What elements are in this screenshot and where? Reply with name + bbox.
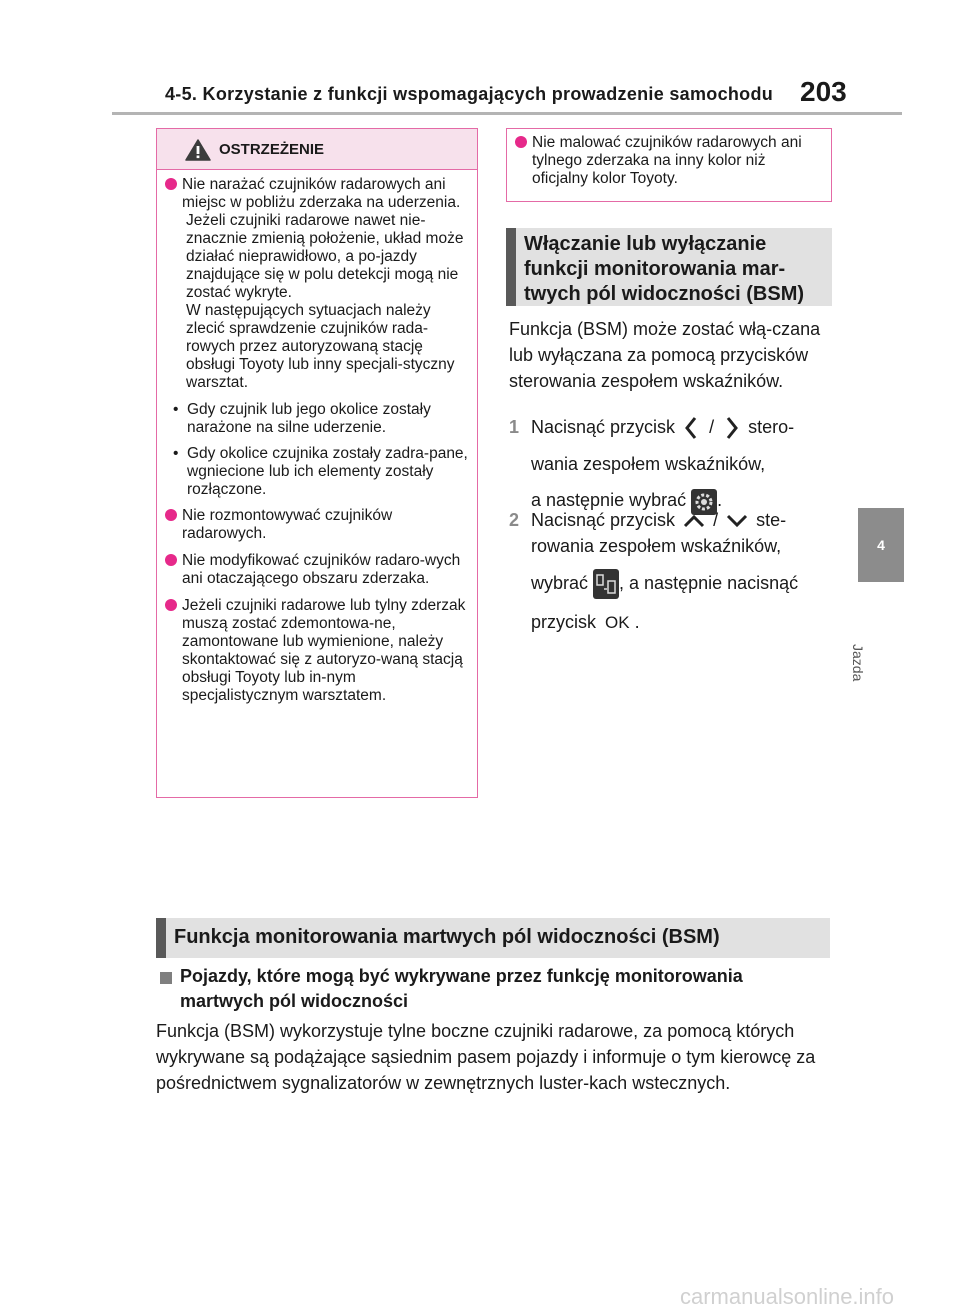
running-header: 4-5. Korzystanie z funkcji wspomagających prowadzenie samochodu (165, 84, 774, 104)
page-number: 203 (800, 76, 847, 107)
bullet-dot-icon (165, 178, 177, 190)
warning-bullet-text: Gdy okolice czujnika zostały zadra-pane, wgniecione lub ich elementy zostały rozłączone. (187, 445, 468, 498)
warning-item-text: Nie narażać czujników radarowych ani miejsc w pobliżu zderzaka na uderzenia. (182, 176, 461, 211)
warning-title: OSTRZEŻENIE (219, 141, 325, 158)
chapter-label-text: Jazda (850, 644, 866, 682)
chevron-left-icon (680, 415, 704, 441)
warning-item-detail: Jeżeli czujniki radarowe nawet nie-znacznie zmienią położenie, układ może działać nieprawidłowo, a po-jazdy znajdujące się w polu detekcji mogą nie zostać wykryte. (186, 212, 464, 301)
chevron-up-icon (680, 511, 708, 531)
square-bullet-icon (160, 972, 172, 984)
bullet-dot-icon (165, 599, 177, 611)
bsm-indicator-icon (593, 569, 619, 599)
step-number: 2 (509, 510, 520, 530)
warning-item-text: Nie modyfikować czujników radaro-wych ani otaczającego obszaru zderzaka. (182, 552, 461, 587)
warning-bullet: • Gdy czujnik lub jego okolice zostały narażone na silne uderzenie. (173, 401, 431, 436)
warning-item (165, 507, 469, 543)
bullet-dot-icon (515, 136, 527, 148)
warning-bullet-text: Gdy czujnik lub jego okolice zostały narażone na silne uderzenie. (187, 401, 431, 436)
subsection-title: Pojazdy, które mogą być wykrywane przez funkcję monitorowania martwych pól widoczności (180, 966, 743, 1011)
warning-item-text: Nie malować czujników radarowych ani tylnego zderzaka na inny kolor niż oficjalny kolor Toyoty. (532, 134, 802, 187)
header-rule (112, 112, 902, 115)
warning-header (157, 129, 477, 170)
warning-item (165, 552, 469, 588)
bullet-dot-icon (165, 509, 177, 521)
warning-item-text: Jeżeli czujniki radarowe lub tylny zderzak muszą zostać zdemontowa-ne, zamontowane lub wymienione, należy skontaktować się z autoryzo-waną stacją obsługi Toyoty lub in-nym specjalistycznym warsztatem. (182, 597, 466, 704)
chevron-right-icon (719, 415, 743, 441)
warning-box (156, 128, 478, 798)
warning-body (157, 170, 477, 705)
bullet-dot-icon (165, 554, 177, 566)
body-paragraph: Funkcja (BSM) wykorzystuje tylne boczne czujniki radarowe, za pomocą których wykrywane są podążające sąsiednim pasem pojazdy i informuje o tym kierowcę za pośrednictwem sygnalizatorów w zewnętrznych luster-kach wstecznych. (156, 1021, 816, 1093)
section-heading: Funkcja monitorowania martwych pól widoczności (BSM) (156, 918, 830, 958)
step-1: 1 Nacisnąć przycisk / stero- wania zespołem wskaźników, a następnie wybrać . (509, 414, 839, 515)
warning-bullet: • Gdy okolice czujnika zostały zadra-pane, wgniecione lub ich elementy zostały rozłączone. (173, 445, 468, 498)
ok-button-icon: OK (605, 613, 630, 633)
section-heading: Włączanie lub wyłączanie funkcji monitorowania mar-twych pól widoczności (BSM) (506, 228, 832, 306)
warning-item (165, 176, 469, 392)
warning-item (515, 134, 823, 188)
warning-triangle-icon (185, 139, 211, 161)
warning-continuation-box (506, 128, 832, 202)
section-intro: Funkcja (BSM) może zostać włą-czana lub wyłączana za pomocą przycisków sterowania zespołem wskaźników. (509, 319, 821, 391)
chevron-down-icon (723, 511, 751, 531)
warning-item-text: Nie rozmontowywać czujników radarowych. (182, 507, 393, 542)
watermark: carmanualsonline.info (680, 1284, 895, 1309)
step-2: 2 Nacisnąć przycisk / ste- rowania zespołem wskaźników, wybrać , a następnie nacisnąć przycisk OK . (509, 507, 839, 636)
chapter-label (850, 596, 886, 682)
chapter-tab: 4 (858, 508, 904, 582)
warning-item-detail: W następujących sytuacjach należy zlecić sprawdzenie czujników rada-rowych przez autoryzowaną stację obsługi Toyoty lub inny specjali-styczny warsztat. (186, 302, 455, 391)
step-number: 1 (509, 417, 520, 437)
warning-item (165, 597, 469, 705)
